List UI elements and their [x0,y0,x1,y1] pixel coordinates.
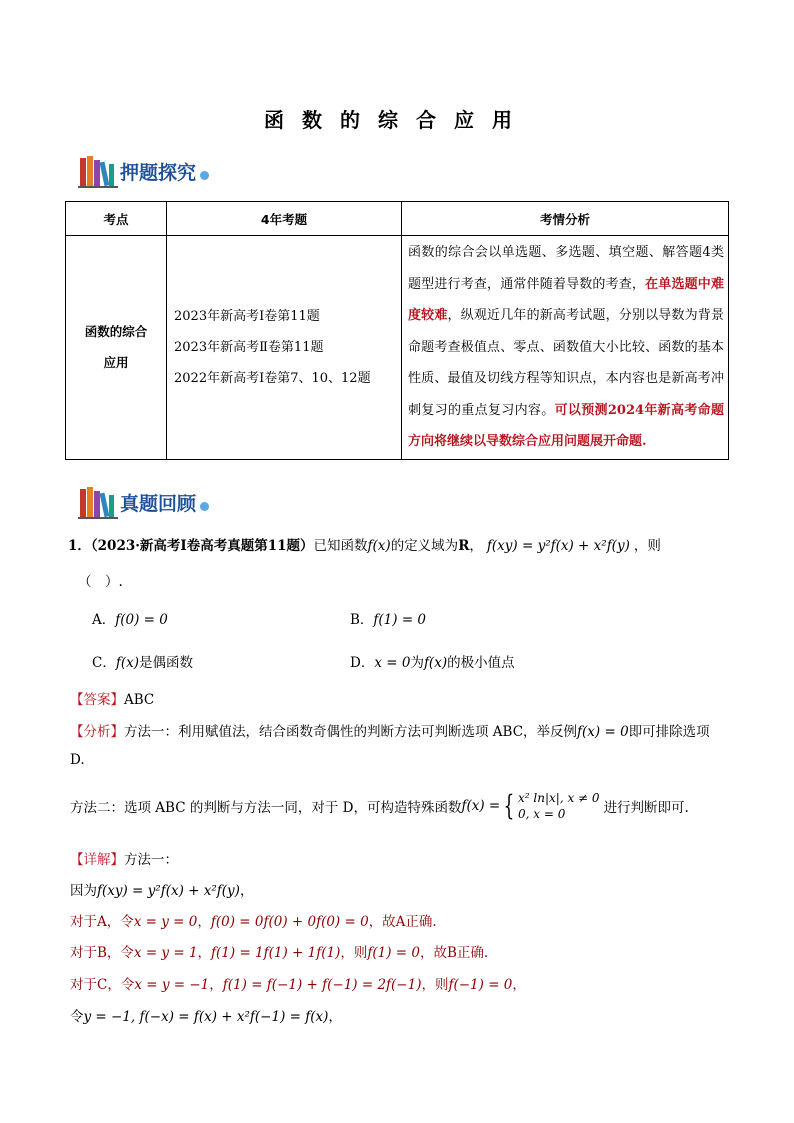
option-math: f(x) [423,655,448,671]
analysis-tag: 【分析】 [70,724,124,740]
section-header-review [78,484,209,520]
section-dot [200,171,209,180]
detail-text: 对于C，令 [70,977,135,993]
table-header-topic: 考点 [66,202,167,236]
detail-text: ，故A正确. [368,914,437,930]
detail-line-5 [70,1005,342,1025]
analysis-text: 方法二：选项 ABC 的判断与方法一同，对于 D，可构造特殊函数 [70,800,462,816]
detail-line-3 [70,941,488,961]
option-text: 为 [410,655,424,671]
analysis-highlight: 可以预测2024年新高考命题方向将继续以导数综合应用问题展开命题. [408,402,724,449]
answer-value: ABC [124,692,155,708]
table-cell-analysis [402,236,729,460]
detail-text: ， [328,1009,342,1025]
topic-line: 应用 [103,355,129,371]
analysis-text: 方法一：利用赋值法，结合函数奇偶性的判断方法可判断选项 ABC，举反例 [124,724,578,740]
detail-line-2 [70,910,437,930]
detail-text: ， [197,914,211,930]
detail-text: ， [209,977,223,993]
detail-text: ， [239,883,254,899]
option-c [92,651,193,671]
option-a [92,608,168,628]
detail-text: 对于A，令 [70,914,134,930]
option-d [350,651,515,671]
option-math: x = 0 [374,655,411,671]
detail-text: ，则 [421,977,449,993]
page-title: 函数的综合应用 [264,108,530,132]
analysis-method2 [70,790,689,822]
detail-math: x = y = −1 [134,977,210,993]
table-header-analysis: 考情分析 [402,202,729,236]
option-label: B． [350,612,374,628]
math-fx: f(x) [367,538,391,554]
table-cell-questions [167,236,402,460]
table-header-questions: 4年考题 [167,202,402,236]
topic-line: 函数的综合 [84,324,148,340]
analysis-text: 进行判断即可. [603,800,689,816]
analysis-line-1 [70,720,710,740]
analysis-highlight: 在单选题中难度较难 [408,276,724,323]
detail-text: ，则 [340,945,368,961]
detail-head [70,848,178,868]
brace-symbol: { [503,789,515,822]
detail-math: x = y = 1 [133,945,198,961]
analysis-text: 即可排除选项 [628,724,710,740]
detail-math: x = y = 0 [133,914,198,930]
detail-text: ，故B正确. [419,945,489,961]
option-math: f(x) [115,655,139,671]
detail-text: ， [197,945,212,961]
table-header-row [66,202,729,236]
detail-text: ， [512,977,526,993]
answer-tag: 【答案】 [70,692,124,708]
stem-text: 已知函数 [313,538,368,554]
detail-line-1 [70,879,253,899]
detail-math: f(1) = f(−1) + f(−1) = 2f(−1) [222,977,422,993]
analysis-math: f(x) = [461,798,501,814]
detail-text: 对于B，令 [70,945,134,961]
option-label: A． [92,612,116,628]
analysis-text: ，纵观近几年的新高考试题，分别以导数为背景命题考查极值点、零点、函数值大小比较、函数的基本性质、最值及切线方程等知识点，本内容也是新高考冲刺复习的重点复习内容。 [408,308,724,418]
stem-text: ，则 [633,538,661,554]
detail-math: f(1) = 0 [367,945,420,961]
piecewise-cases [518,790,600,822]
table-cell-topic [66,236,167,460]
analysis-line-2: D. [70,752,85,768]
table-row [66,236,729,460]
question-ref: 2022年新高考Ⅰ卷第7、10、12题 [174,370,371,386]
option-label: D． [350,655,375,671]
detail-math: f(−1) = 0 [448,977,513,993]
math-R: R [458,538,470,554]
detail-math: f(xy) = y²f(x) + x²f(y) [97,883,240,899]
analysis-math: f(x) = 0 [577,724,629,740]
section-title-review: 真题回顾 [120,492,197,515]
stem-text: ， [469,538,483,554]
question-number: 1． [68,538,91,554]
option-text: 是偶函数 [139,655,193,671]
detail-text: 因为 [70,883,97,899]
analysis-text: 函数的综合会以单选题、多选题、填空题、解答题4类题型进行考查，通常伴随着导数的考查， [408,245,724,292]
question-ref: 2023年新高考Ⅰ卷第11题 [174,308,320,324]
option-math: f(0) = 0 [115,612,168,628]
section-title-explore: 押题探究 [120,161,197,184]
books-icon [78,485,118,519]
stem-text: 的定义域为 [390,538,459,554]
case-line: x² ln|x|, x ≠ 0 [518,791,600,805]
math-equation: f(xy) = y²f(x) + x²f(y) [486,538,630,554]
section-header-explore [78,153,209,189]
detail-math: y = −1, f(−x) = f(x) + x²f(−1) = f(x) [83,1009,329,1025]
detail-text: 方法一： [124,852,178,868]
books-icon [78,154,118,188]
option-math: f(1) = 0 [373,612,427,628]
exam-table [65,201,729,460]
detail-math: f(0) = 0f(0) + 0f(0) = 0 [210,914,369,930]
section-dot [200,502,209,511]
option-label: C． [92,655,116,671]
detail-tag: 【详解】 [70,852,124,868]
question-stem [68,534,661,554]
detail-line-4 [70,973,526,993]
case-line: 0, x = 0 [518,807,566,821]
question-ref: 2023年新高考Ⅱ卷第11题 [174,339,324,355]
question-source: （2023·新高考Ⅰ卷高考真题第11题） [90,538,314,554]
detail-text: 令 [70,1009,84,1025]
option-text: 的极小值点 [447,655,515,671]
detail-math: f(1) = 1f(1) + 1f(1) [211,945,341,961]
answer-paren: （ ）. [78,574,123,590]
option-b [350,608,426,628]
answer-line [70,688,154,708]
